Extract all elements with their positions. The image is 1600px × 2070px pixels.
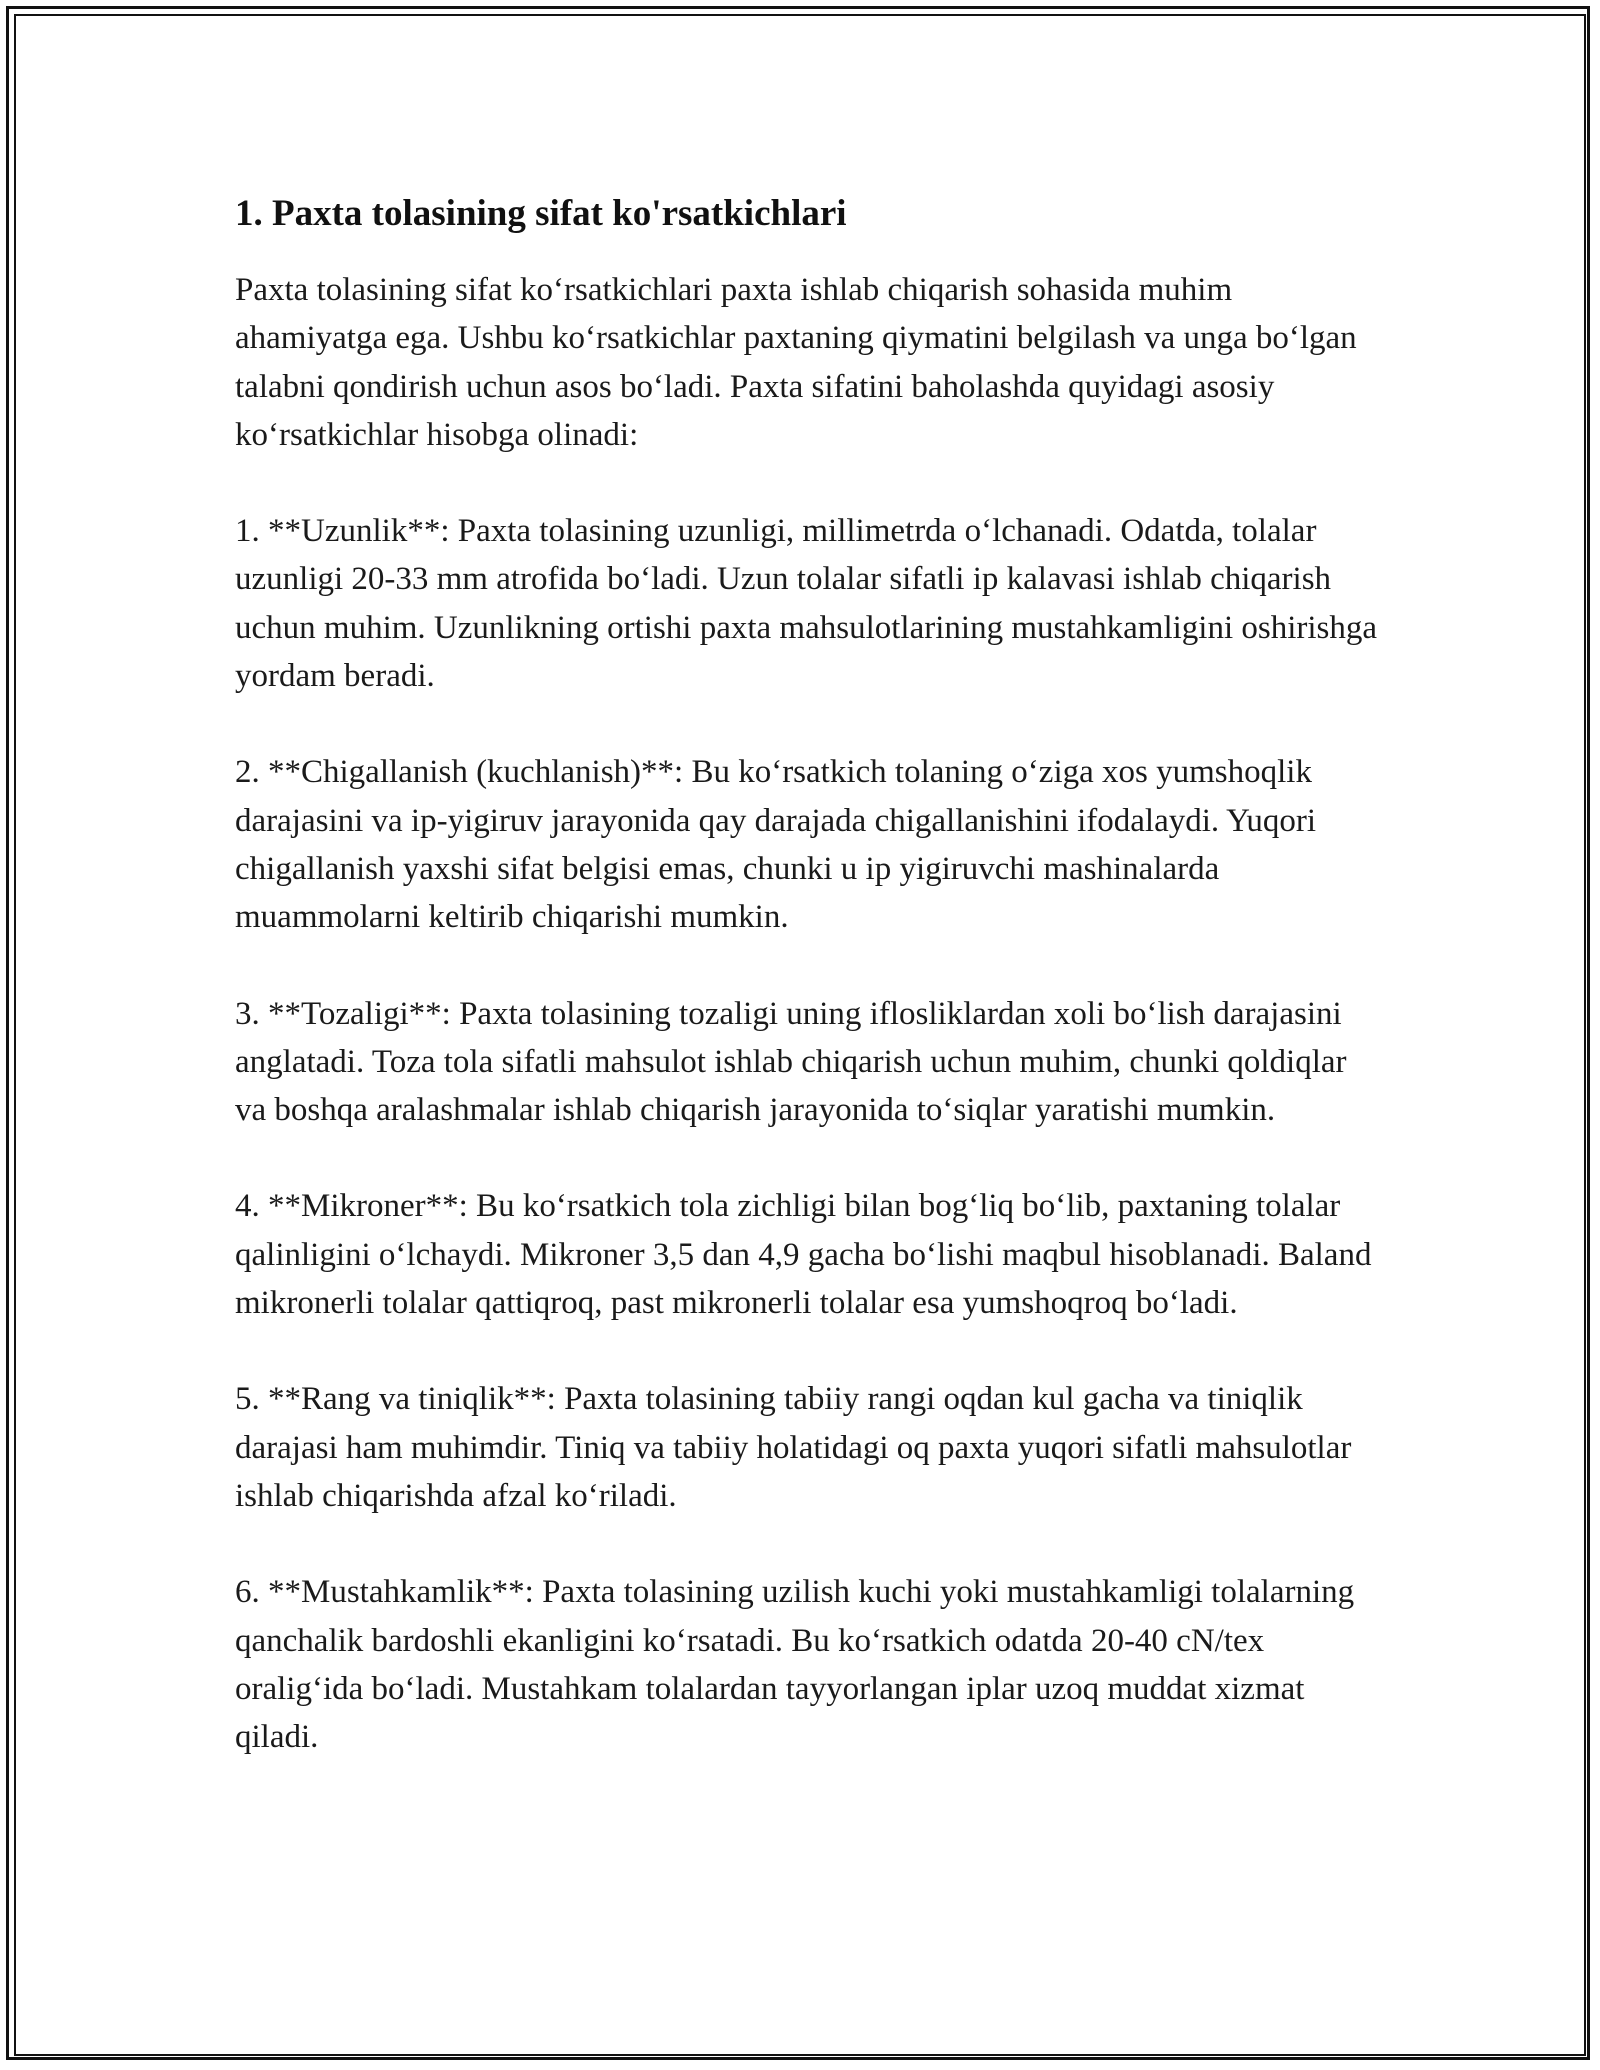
section-heading: 1. Paxta tolasining sifat ko'rsatkichlari bbox=[235, 193, 847, 234]
paragraph-mustahkamlik: 6. **Mustahkamlik**: Paxta tolasining uzilish kuchi yoki mustahkamligi tolalarning qanchalik bardoshli ekanligini koʻrsatadi. Bu koʻrsatkich odatda 20-40 cN/tex oraligʻida boʻladi. Mustahkam tolalardan tayyorlangan iplar uzoq muddat xizmat qiladi. bbox=[235, 1574, 1355, 1756]
intro-paragraph: Paxta tolasining sifat koʻrsatkichlari paxta ishlab chiqarish sohasida muhim ahamiyatga ega. Ushbu koʻrsatkichlar paxtaning qiymatini belgilash va unga boʻlgan talabni qondirish uchun asos boʻladi. Paxta sifatini baholashda quyidagi asosiy koʻrsatkichlar hisobga olinadi: bbox=[235, 272, 1357, 453]
paragraph-uzunlik: 1. **Uzunlik**: Paxta tolasining uzunligi, millimetrda oʻlchanadi. Odatda, tolalar uzunligi 20-33 mm atrofida boʻladi. Uzun tolalar sifatli ip kalavasi ishlab chiqarish uchun muhim. Uzunlikning ortishi paxta mahsulotlarining mustahkamligini oshirishga yordam beradi. bbox=[235, 513, 1378, 695]
paragraph-mikroner: 4. **Mikroner**: Bu koʻrsatkich tola zichligi bilan bogʻliq boʻlib, paxtaning tolalar qalinligini oʻlchaydi. Mikroner 3,5 dan 4,9 gacha boʻlishi maqbul hisoblanadi. Baland mikronerli tolalar qattiqroq, past mikronerli tolalar esa yumshoqroq boʻladi. bbox=[235, 1188, 1372, 1322]
document-body bbox=[235, 188, 1385, 1809]
paragraph-rang-tiniqlik: 5. **Rang va tiniqlik**: Paxta tolasining tabiiy rangi oqdan kul gacha va tiniqlik darajasi ham muhimdir. Tiniq va tabiiy holatidagi oq paxta yuqori sifatli mahsulotlar ishlab chiqarishda afzal koʻriladi. bbox=[235, 1381, 1352, 1514]
paragraph-tozaligi: 3. **Tozaligi**: Paxta tolasining tozaligi uning ifloslikl​ardan xoli boʻlish darajasini anglatadi. Toza tola sifatli mahsulot ishlab chiqarish uchun muhim, chunki qoldiqlar va boshqa aralashmalar ishlab chiqarish jarayonida toʻsiqlar yaratishi mumkin. bbox=[235, 995, 1347, 1129]
paragraph-chigallanish: 2. **Chigallanish (kuchlanish)**: Bu koʻrsatkich tolaning oʻziga xos yumshoqlik darajasini va ip-yigiruv jarayonida qay darajada chigallanishini ifodalaydi. Yuqori chigallanish yaxshi sifat belgisi emas, chunki u ip yigiruvchi mashinalarda muammolarni keltirib chiqarishi mumkin. bbox=[235, 754, 1317, 936]
